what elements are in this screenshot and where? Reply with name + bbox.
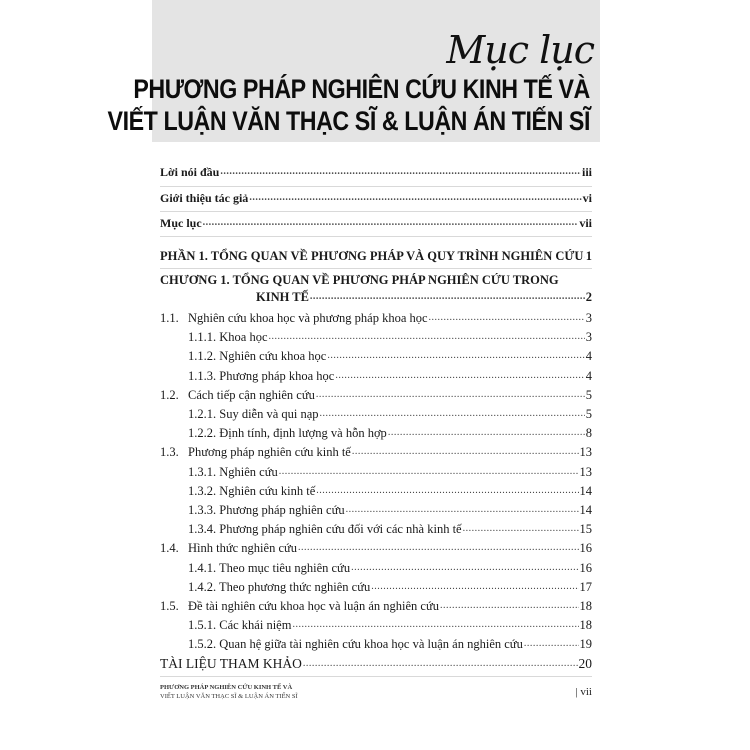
entry-page: vi [582,191,592,205]
entry-text: 1.1.1. Khoa học [188,330,268,345]
entry-label [160,216,202,230]
entry-label [160,522,462,536]
entry-label [160,484,315,498]
entry-number: 1.4. [160,541,179,556]
entry-page: 4 [585,349,592,364]
toc-entry[interactable] [160,407,592,421]
toc-front-matter-item[interactable] [160,191,592,205]
entry-text: CHƯƠNG 1. TỔNG QUAN VỀ PHƯƠNG PHÁP NGHIÊN CỨU TRONG [160,273,559,287]
dot-leader [203,216,579,230]
entry-label [160,657,302,671]
entry-page: 16 [579,560,592,575]
dot-leader [346,503,579,517]
toc-entry[interactable] [160,484,592,498]
entry-text: Cách tiếp cận nghiên cứu [188,387,315,402]
entry-page: 5 [585,387,592,402]
dot-leader [269,330,585,344]
entry-label [160,580,370,594]
toc-entry[interactable] [160,349,592,363]
toc-entry[interactable] [160,426,592,440]
divider [160,186,592,187]
entry-text: 1.5.1. Các khái niệm [188,618,292,633]
dot-leader [220,165,581,179]
dot-leader [440,599,579,613]
toc-entry[interactable] [160,541,592,555]
entry-text: 1.2.2. Định tính, định lượng và hỗn hợp [188,426,387,441]
entry-label [160,426,387,440]
entry-label [160,330,268,344]
dot-leader [388,426,585,440]
entry-text: 1.3.3. Phương pháp nghiên cứu [188,503,345,517]
divider [160,211,592,212]
entry-text: 1.3.1. Nghiên cứu [188,464,278,479]
toc-entry[interactable] [160,445,592,459]
dot-leader [316,484,578,498]
entry-text: 1.2.1. Suy diễn và qui nạp [188,407,319,421]
entry-page: 2 [585,290,592,304]
toc-chapter-title[interactable] [160,273,592,287]
dot-leader [351,561,578,575]
footer-divider [160,676,592,677]
section-title: Mục lục [446,28,594,72]
entry-label [160,273,559,287]
dot-leader [524,637,579,651]
entry-number: 1.5. [160,599,179,613]
toc-entry[interactable] [160,522,592,536]
book-title-line2: VIẾT LUẬN VĂN THẠC SĨ & LUẬN ÁN TIẾN SĨ [107,106,590,136]
entry-number: 1.1. [160,311,179,325]
toc-entry[interactable] [160,465,592,479]
entry-page: 13 [579,464,592,479]
entry-page: 14 [579,483,592,498]
entry-label [160,290,309,304]
entry-label [160,445,351,459]
entry-text: TÀI LIỆU THAM KHẢO [160,655,302,671]
entry-label [160,465,278,479]
entry-page: 1 [585,249,592,263]
dot-leader [371,580,578,594]
entry-page: 8 [585,426,592,441]
entry-page: 14 [579,503,592,517]
entry-label [160,349,326,363]
document-page [107,0,604,750]
entry-label [160,388,315,402]
running-title [160,683,298,701]
toc-entry[interactable] [160,599,592,613]
entry-label [160,637,523,651]
entry-page: 5 [585,407,592,421]
entry-label [160,249,583,263]
divider [160,268,592,269]
dot-leader [310,290,585,304]
page-header [107,0,600,142]
toc-entry[interactable] [160,311,592,325]
entry-text: 1.1.2. Nghiên cứu khoa học [188,349,327,364]
entry-label [160,599,439,613]
dot-leader [429,311,585,325]
running-title-line2: VIẾT LUẬN VĂN THẠC SĨ & LUẬN ÁN TIẾN SĨ [160,693,298,700]
entry-text: Lời nói đầu [160,165,220,179]
entry-page: 18 [579,599,592,613]
dot-leader [352,445,579,459]
entry-page: iii [581,165,592,179]
toc-entry[interactable] [160,561,592,575]
dot-leader [327,349,584,363]
dot-leader [292,618,578,632]
entry-text: Mục lục [160,216,202,230]
dot-leader [335,369,584,383]
entry-page: 19 [579,637,592,652]
entry-text: 1.3.4. Phương pháp nghiên cứu đối với các nhà kinh tế [188,522,462,537]
entry-text: Nghiên cứu khoa học và phương pháp khoa học [188,311,428,325]
toc-entry[interactable] [160,503,592,517]
entry-page: 18 [579,618,592,633]
toc-entry[interactable] [160,330,592,344]
toc-entry[interactable] [160,388,592,402]
entry-page: 13 [579,445,592,460]
entry-label [160,165,219,179]
entry-text: PHẦN 1. TỔNG QUAN VỀ PHƯƠNG PHÁP VÀ QUY TRÌNH NGHIÊN CỨU [160,249,584,263]
toc-front-matter-item[interactable] [160,216,592,230]
page-number: | vii [575,686,592,698]
entry-page: 20 [578,655,592,671]
entry-text: Đề tài nghiên cứu khoa học và luận án nghiên cứu [188,599,439,613]
entry-text: 1.4.1. Theo mục tiêu nghiên cứu [188,560,351,575]
entry-text: 1.4.2. Theo phương thức nghiên cứu [188,579,371,594]
toc-chapter[interactable] [160,290,592,304]
entry-text: 1.5.2. Quan hệ giữa tài nghiên cứu khoa học và luận án nghiên cứu [188,637,523,652]
book-title-line1: PHƯƠNG PHÁP NGHIÊN CỨU KINH TẾ VÀ [133,74,590,104]
entry-text: 1.1.3. Phương pháp khoa học [188,368,335,383]
entry-text: 1.3.2. Nghiên cứu kinh tế [188,483,316,498]
entry-label [160,618,291,632]
entry-page: 15 [579,522,592,537]
toc-entry[interactable] [160,657,592,671]
entry-label [160,407,319,421]
toc-entry[interactable] [160,580,592,594]
entry-number: 1.3. [160,445,179,460]
dot-leader [463,522,579,536]
entry-page: 17 [579,579,592,594]
running-title-line1: PHƯƠNG PHÁP NGHIÊN CỨU KINH TẾ VÀ [160,684,293,691]
toc-entry[interactable] [160,369,592,383]
entry-page: 16 [579,541,592,556]
dot-leader [303,657,578,671]
dot-leader [249,191,581,205]
entry-text: Hình thức nghiên cứu [188,541,298,556]
dot-leader [279,465,579,479]
toc-front-matter-item[interactable] [160,165,592,179]
toc-part[interactable] [160,249,592,263]
entry-page: vii [579,216,592,230]
entry-label [160,503,345,517]
entry-text: KINH TẾ [256,290,309,304]
entry-label [160,541,297,555]
entry-label [160,191,248,205]
dot-leader [316,388,585,402]
entry-page: 3 [585,311,592,325]
dot-leader [298,541,578,555]
entry-label [160,369,334,383]
divider [160,236,592,237]
toc-entry[interactable] [160,637,592,651]
entry-text: Phương pháp nghiên cứu kinh tế [188,445,351,460]
entry-label [160,561,350,575]
entry-text: Giới thiệu tác giả [160,191,249,205]
entry-page: 4 [585,368,592,383]
entry-number: 1.2. [160,387,179,402]
dot-leader [320,407,585,421]
toc-entry[interactable] [160,618,592,632]
entry-page: 3 [585,330,592,345]
entry-label [160,311,428,325]
